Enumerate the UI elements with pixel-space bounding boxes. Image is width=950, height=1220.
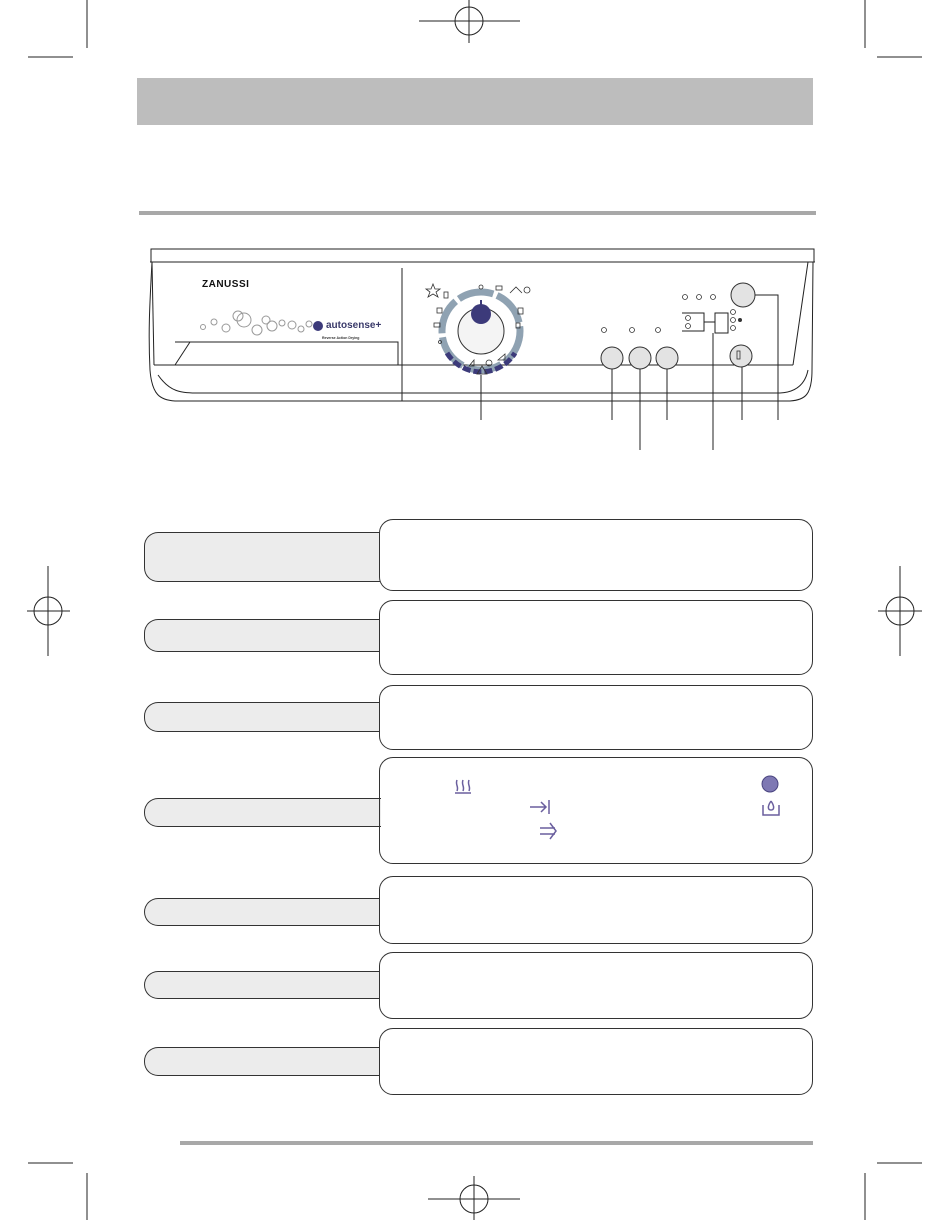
start-pause-button — [730, 345, 752, 367]
autosense-logo-icon — [313, 321, 323, 331]
option-button-3 — [656, 347, 678, 369]
row-description-2 — [379, 600, 813, 675]
row-label-7 — [144, 1047, 381, 1076]
row-label-2 — [144, 619, 381, 652]
row-label-4 — [144, 798, 381, 827]
row-label-6 — [144, 971, 381, 999]
row-description-1 — [379, 519, 813, 591]
row-description-6 — [379, 952, 813, 1019]
option-button-2 — [629, 347, 651, 369]
program-dial — [442, 292, 520, 372]
autosense-logo: autosense+ — [326, 320, 382, 331]
option-button-1 — [601, 347, 623, 369]
row-description-4 — [379, 757, 813, 864]
row-description-5 — [379, 876, 813, 944]
brand-logo: ZANUSSI — [202, 279, 250, 290]
row-label-5 — [144, 898, 381, 926]
row-description-3 — [379, 685, 813, 750]
power-button — [731, 283, 755, 307]
autosense-subtitle: Reverse Action Drying — [322, 336, 360, 340]
row-description-7 — [379, 1028, 813, 1095]
row-label-1 — [144, 532, 381, 582]
row-label-3 — [144, 702, 381, 732]
